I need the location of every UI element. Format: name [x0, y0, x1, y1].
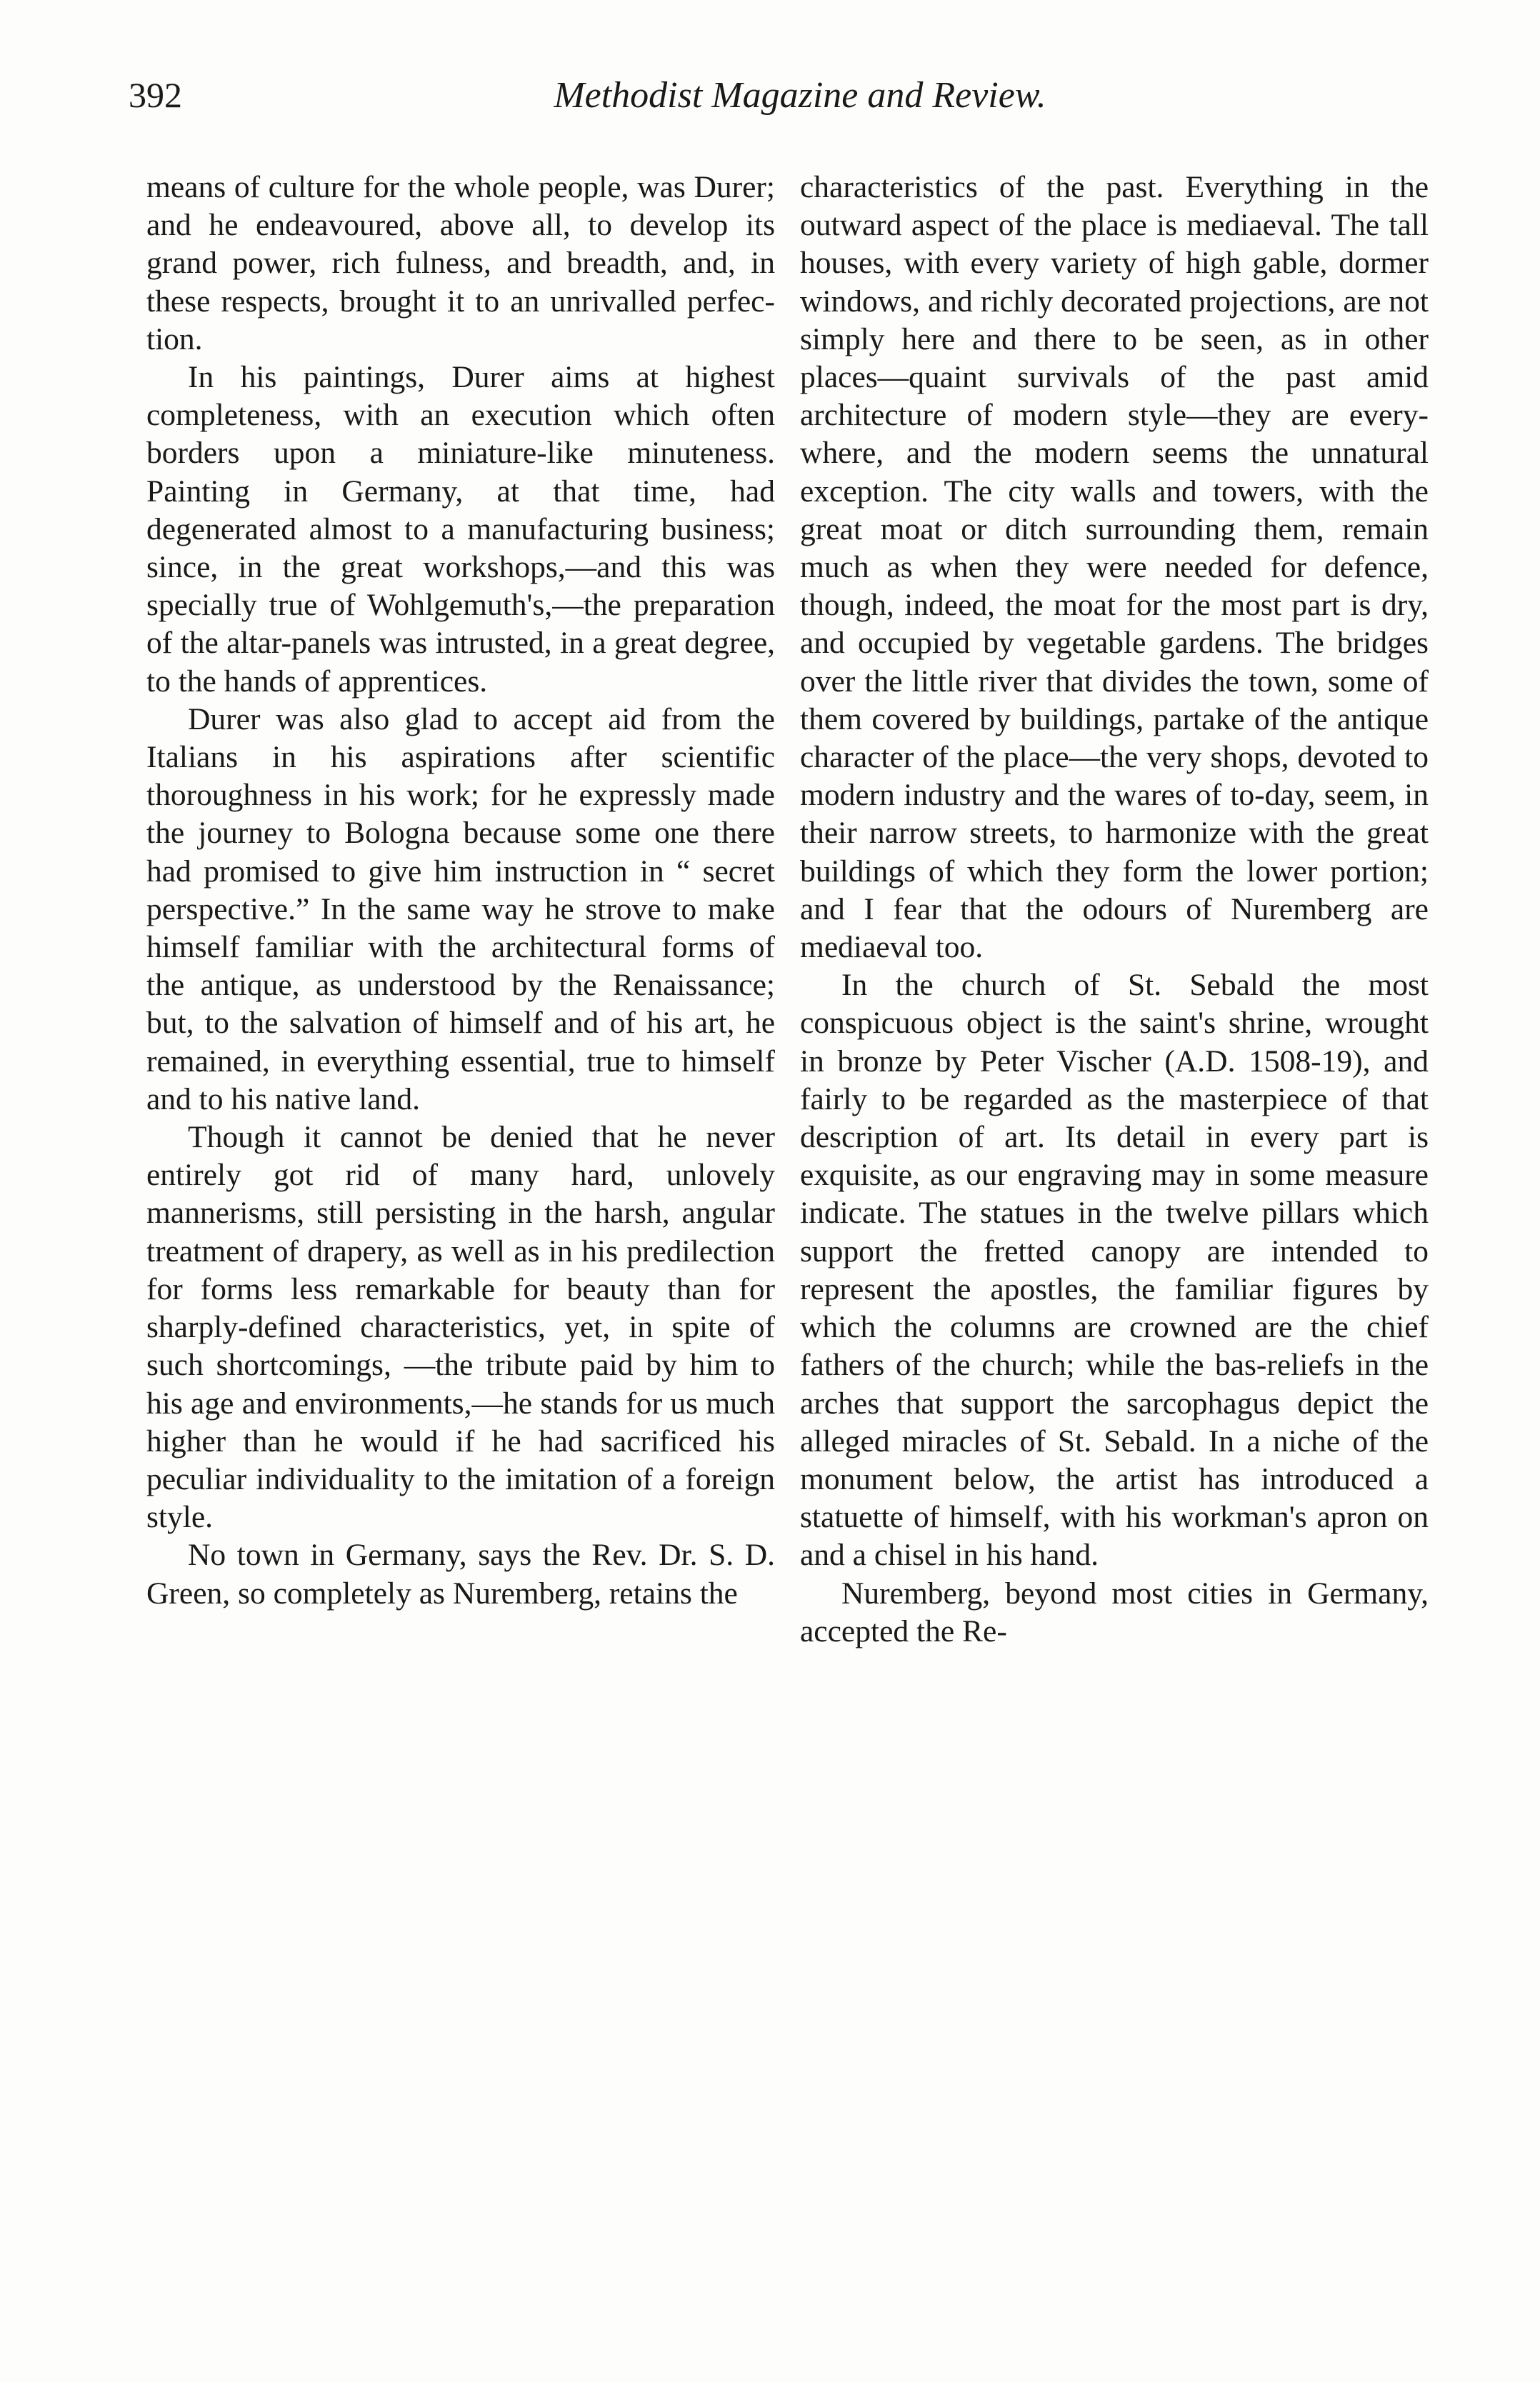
- left-column: [146, 169, 775, 1613]
- paragraph: Though it cannot be denied that he never entirely got rid of many hard, unlovely mannerisms, still persisting in the harsh, angular treatment of drapery, as well as in his predilection for forms less remarkable for beauty than for sharply-defined characteristics, yet, in spite of such shortcomings, —the tribute paid by him to his age and environments,—he stands for us much higher than he would if he had sacrificed his peculiar individuality to the imitation of a foreign style.: [146, 1120, 775, 1535]
- paragraph: Nuremberg, beyond most cities in Germany, accepted the Re-: [800, 1576, 1429, 1648]
- paragraph: No town in Germany, says the Rev. Dr. S. D. Green, so completely as Nuremberg, retains the: [146, 1538, 775, 1611]
- page-number: 392: [129, 75, 182, 115]
- running-title: Methodist Magazine and Review.: [554, 75, 1046, 116]
- paragraph: In the church of St. Sebald the most conspicuous object is the saint's shrine, wrought in bronze by Peter Vischer (A.D. 1508-19), and fairly to be regarded as the masterpiece of that description of art. Its detail in every part is exquisite, as our engraving may in some measure indicate. The statues in the twelve pillars which support the fretted canopy are intended to represent the apostles, the familiar figures by which the columns are crowned are the chief fathers of the church; while the bas-reliefs in the arches that support the sarcophagus depict the alleged miracles of St. Sebald. In a niche of the monument below, the artist has introduced a statuette of himself, with his workman's apron on and a chisel in his hand.: [800, 968, 1429, 1573]
- paragraph: In his paintings, Durer aims at highest completeness, with an execution which often borders upon a miniature-like minuteness. Painting in Germany, at that time, had degenerated almost to a manufacturing business; since, in the great workshops,—and this was specially true of Wohlgemuth's,—the preparation of the altar-panels was intrusted, in a great degree, to the hands of apprentices.: [146, 360, 775, 699]
- right-column: [800, 169, 1429, 1651]
- paragraph: means of culture for the whole people, was Durer; and he endeavoured, above all, to develop its grand power, rich fulness, and breadth, and, in these respects, brought it to an unrivalled perfection.: [146, 170, 775, 356]
- page-header: [129, 77, 1471, 134]
- paragraph: Durer was also glad to accept aid from the Italians in his aspirations after scientific thoroughness in his work; for he expressly made the journey to Bologna because some one there had promised to give him instruction in “ secret perspective.” In the same way he strove to make himself familiar with the architectural forms of the antique, as understood by the Renaissance; but, to the salvation of himself and of his art, he remained, in everything essential, true to himself and to his native land.: [146, 701, 775, 1116]
- paragraph: characteristics of the past. Everything in the outward aspect of the place is mediaeval. The tall houses, with every variety of high gable, dormer windows, and richly decorated projections, are not simply here and there to be seen, as in other places—quaint survivals of the past amid architecture of modern style—they are everywhere, and the modern seems the unnatural exception. The city walls and towers, with the great moat or ditch surrounding them, remain much as when they were needed for defence, though, indeed, the moat for the most part is dry, and occupied by vegetable gardens. The bridges over the little river that divides the town, some of them covered by buildings, partake of the antique character of the place—the very shops, devoted to modern industry and the wares of to-day, seem, in their narrow streets, to harmonize with the great buildings of which they form the lower portion; and I fear that the odours of Nuremberg are mediaeval too.: [800, 170, 1429, 965]
